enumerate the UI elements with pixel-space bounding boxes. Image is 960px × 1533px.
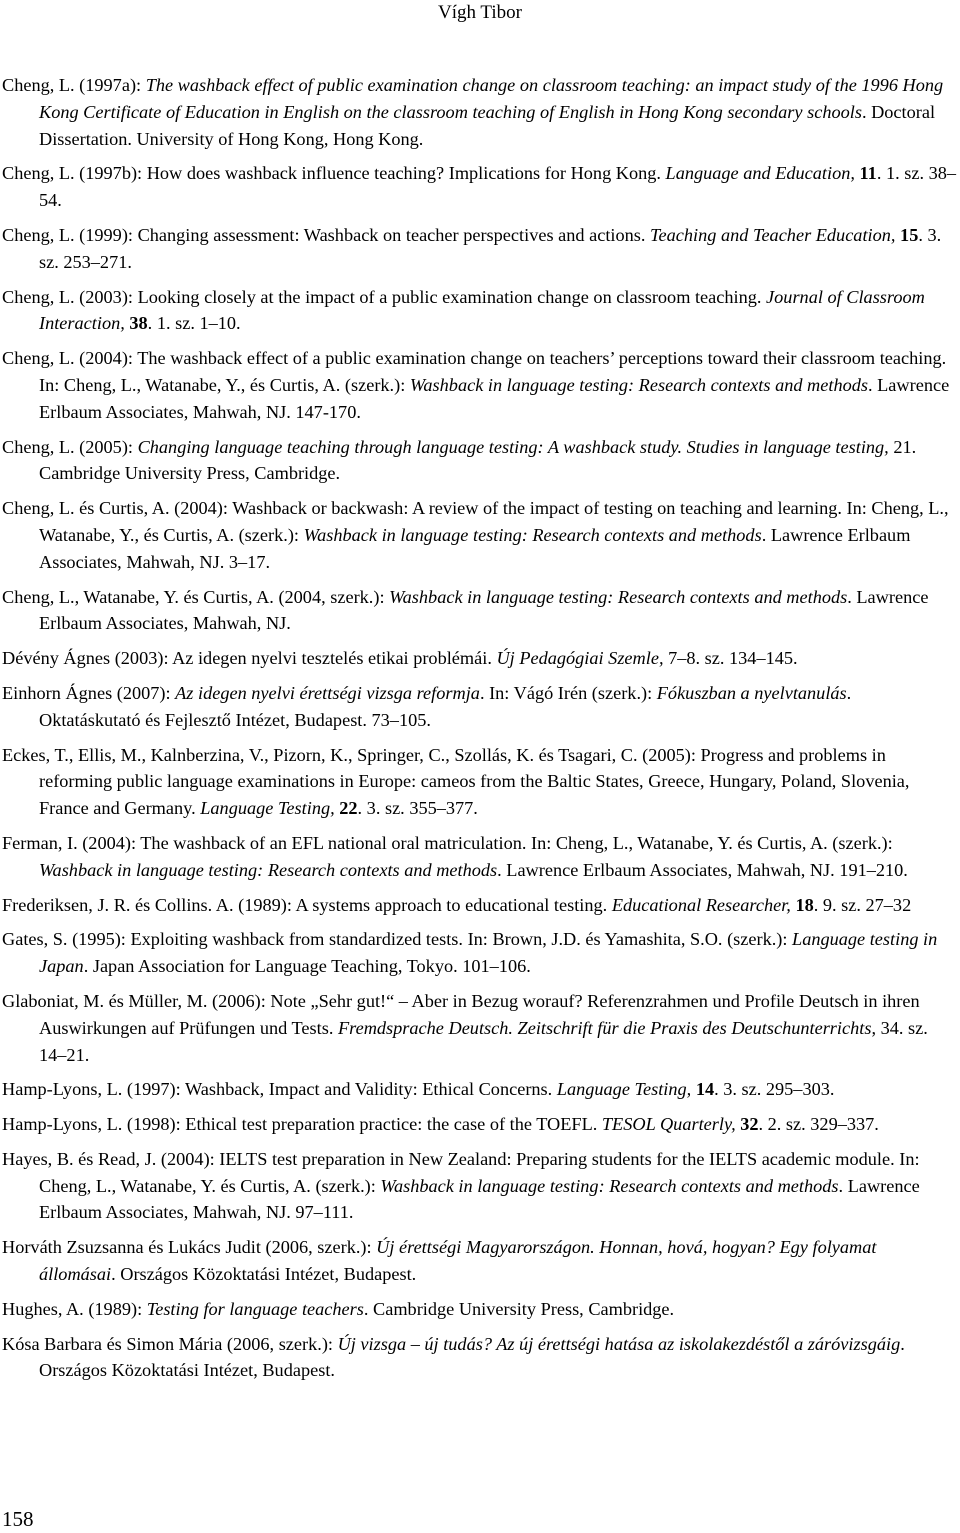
reference-text: Ferman, I. (2004): The washback of an EFL national oral matriculation. In: Cheng, L., Watanabe, Y. és Curtis, A. (szerk.): xyxy=(2,832,893,853)
reference-entry xyxy=(2,222,957,276)
reference-text: Horváth Zsuzsanna és Lukács Judit (2006, szerk.): xyxy=(2,1237,377,1258)
reference-entry xyxy=(2,742,957,822)
reference-text: Hamp-Lyons, L. (1997): Washback, Impact and Validity: Ethical Concerns. xyxy=(2,1079,557,1100)
reference-list xyxy=(2,72,957,1392)
reference-text: Eckes, T., Ellis, M., Kalnberzina, V., Pizorn, K., Springer, C., Szollás, K. és Tsagari, C. (2005): Progress and problems in reforming public language examinations in Europe: cameos from the Baltic States, Greece, Hungary, Poland, Slovenia, France and Germany. xyxy=(2,744,910,819)
reference-text: Glaboniat, M. és Müller, M. (2006): Note „Sehr gut!“ – Aber in Bezug worauf? Referenzrahmen und Profile Deutsch in ihren Auswirkungen auf Prüfungen und Tests. xyxy=(2,990,920,1038)
reference-entry xyxy=(2,584,957,638)
reference-italic-text: Changing language teaching through language testing: A washback study. Studies in language testing, xyxy=(137,436,889,457)
reference-italic-text: Washback in language testing: Research contexts and methods xyxy=(389,586,848,607)
reference-italic-text: Journal of Classroom Interaction, xyxy=(39,286,925,334)
reference-volume: 15 xyxy=(900,224,919,245)
reference-entry xyxy=(2,926,957,980)
reference-text: . 9. sz. 27–32 xyxy=(813,894,912,915)
reference-italic-text: Fremdsprache Deutsch. Zeitschrift für die Praxis des Deutschunterrichts xyxy=(337,1017,872,1038)
reference-text: . Országos Közoktatási Intézet, Budapest. xyxy=(111,1264,417,1285)
reference-volume: 32 xyxy=(740,1114,759,1135)
reference-entry xyxy=(2,1234,957,1288)
reference-entry xyxy=(2,1076,957,1103)
reference-text: . 3. sz. 295–303. xyxy=(714,1079,835,1100)
reference-entry xyxy=(2,160,957,214)
reference-italic-text: TESOL Quarterly, xyxy=(601,1114,736,1135)
reference-text: . Lawrence Erlbaum Associates, Mahwah, NJ. 147-170. xyxy=(39,374,950,422)
reference-text: Cheng, L. (1999): Changing assessment: Washback on teacher perspectives and actions. xyxy=(2,224,651,245)
reference-volume: 22 xyxy=(339,798,358,819)
reference-italic-text: Új vizsga – új tudás? Az új érettségi hatása az iskolakezdéstől a záróvizsgáig xyxy=(337,1333,901,1354)
reference-italic-text: Language Testing, xyxy=(556,1079,692,1100)
reference-text: . Japan Association for Language Teaching, Tokyo. 101–106. xyxy=(83,956,531,977)
reference-text: Cheng, L. és Curtis, A. (2004): Washback or backwash: A review of the impact of testing on teaching and learning. In: Cheng, L., Watanabe, Y., és Curtis, A. (szerk.): xyxy=(2,498,949,545)
reference-text: Cheng, L., Watanabe, Y. és Curtis, A. (2004, szerk.): xyxy=(2,586,390,607)
reference-text: . In: Vágó Irén (szerk.): xyxy=(479,682,657,703)
reference-volume: 11 xyxy=(859,163,877,184)
reference-italic-text: Testing for language teachers xyxy=(146,1298,364,1319)
reference-entry xyxy=(2,1146,957,1226)
reference-italic-text: Washback in language testing: Research contexts and methods xyxy=(303,524,762,545)
reference-text: . Országos Közoktatási Intézet, Budapest. xyxy=(39,1333,905,1381)
reference-italic-text: Washback in language testing: Research contexts and methods xyxy=(39,859,498,880)
reference-italic-text: Educational Researcher, xyxy=(611,894,791,915)
reference-italic-text: Washback in language testing: Research contexts and methods xyxy=(409,374,868,395)
reference-text: . Lawrence Erlbaum Associates, Mahwah, NJ. 191–210. xyxy=(497,859,908,880)
reference-entry xyxy=(2,495,957,575)
reference-italic-text: Fókuszban a nyelvtanulás xyxy=(656,682,847,703)
reference-text: Dévény Ágnes (2003): Az idegen nyelvi tesztelés etikai problémái. xyxy=(2,648,497,669)
reference-entry xyxy=(2,680,957,734)
reference-entry xyxy=(2,645,957,672)
reference-entry xyxy=(2,284,957,338)
page-number: 158 xyxy=(2,1507,34,1531)
reference-entry xyxy=(2,434,957,488)
running-head: Vígh Tibor xyxy=(438,2,522,23)
reference-volume: 14 xyxy=(695,1079,715,1100)
reference-text: . Oktatáskutató és Fejlesztő Intézet, Budapest. 73–105. xyxy=(39,682,852,730)
reference-italic-text: Az idegen nyelvi érettségi vizsga reformja xyxy=(175,682,480,703)
reference-text: 21. Cambridge University Press, Cambridge. xyxy=(39,436,917,484)
reference-italic-text: Teaching and Teacher Education, xyxy=(650,224,896,245)
reference-italic-text: Washback in language testing: Research contexts and methods xyxy=(380,1175,839,1196)
reference-text: Cheng, L. (1997a): xyxy=(2,75,146,95)
reference-italic-text: Language Testing, xyxy=(200,798,335,819)
reference-text: Hayes, B. és Read, J. (2004): IELTS test preparation in New Zealand: Preparing students for the IELTS academic module. In: Cheng, L., Watanabe, Y. és Curtis, A. (szerk.): xyxy=(2,1148,920,1196)
reference-italic-text: Language testing in Japan xyxy=(39,929,938,977)
reference-text: Hamp-Lyons, L. (1998): Ethical test preparation practice: the case of the TOEFL. xyxy=(2,1114,602,1135)
reference-entry xyxy=(2,72,957,152)
reference-text: Einhorn Ágnes (2007): xyxy=(2,682,176,703)
reference-volume: 38 xyxy=(129,313,148,334)
reference-text: Kósa Barbara és Simon Mária (2006, szerk.): xyxy=(2,1333,338,1354)
reference-entry xyxy=(2,1296,957,1323)
reference-entry xyxy=(2,892,957,919)
reference-text: . Cambridge University Press, Cambridge. xyxy=(363,1298,675,1319)
reference-entry xyxy=(2,345,957,425)
reference-italic-text: Language and Education, xyxy=(665,163,855,184)
reference-text: . 3. sz. 355–377. xyxy=(357,798,478,819)
reference-text: Hughes, A. (1989): xyxy=(2,1298,147,1319)
reference-text: . 3. sz. 253–271. xyxy=(39,224,942,272)
reference-entry xyxy=(2,988,957,1068)
reference-text: Cheng, L. (1997b): How does washback influence teaching? Implications for Hong Kong. xyxy=(2,163,666,184)
reference-text: . Doctoral Dissertation. University of Hong Kong, Hong Kong. xyxy=(39,101,936,149)
reference-text: 7–8. sz. 134–145. xyxy=(663,648,798,669)
reference-text: . Lawrence Erlbaum Associates, Mahwah, NJ. 97–111. xyxy=(39,1175,920,1223)
reference-text: Cheng, L. (2003): Looking closely at the impact of a public examination change on classroom teaching. xyxy=(2,286,767,307)
reference-text: . Lawrence Erlbaum Associates, Mahwah, NJ. xyxy=(39,586,929,634)
reference-entry xyxy=(2,1111,957,1138)
reference-text: Cheng, L. (2004): The washback effect of a public examination change on teachers’ perceptions toward their classroom teaching. In: Cheng, L., Watanabe, Y., és Curtis, A. (szerk.): xyxy=(2,348,947,395)
reference-text: Cheng, L. (2005): xyxy=(2,436,138,457)
reference-text: . 1. sz. 1–10. xyxy=(147,313,241,334)
reference-text: . 1. sz. 38–54. xyxy=(39,163,957,211)
reference-entry xyxy=(2,830,957,884)
reference-text: . Lawrence Erlbaum Associates, Mahwah, NJ. 3–17. xyxy=(39,524,911,572)
reference-italic-text: Új Pedagógiai Szemle, xyxy=(496,648,664,669)
reference-text: , 34. sz. 14–21. xyxy=(39,1017,928,1065)
reference-volume: 18 xyxy=(795,894,814,915)
reference-italic-text: The washback effect of public examination change on classroom teaching: an impact study of the 1996 Hong Kong Certificate of Education in English on the classroom teaching of English in Hong Kong secondary schools xyxy=(39,75,944,122)
reference-text: Gates, S. (1995): Exploiting washback from standardized tests. In: Brown, J.D. és Yamashita, S.O. (szerk.): xyxy=(2,929,793,950)
reference-text: Frederiksen, J. R. és Collins. A. (1989): A systems approach to educational testing. xyxy=(2,894,612,915)
reference-entry xyxy=(2,1331,957,1385)
reference-text: . 2. sz. 329–337. xyxy=(758,1114,879,1135)
reference-italic-text: Új érettségi Magyarországon. Honnan, hová, hogyan? Egy folyamat állomásai xyxy=(39,1237,877,1285)
